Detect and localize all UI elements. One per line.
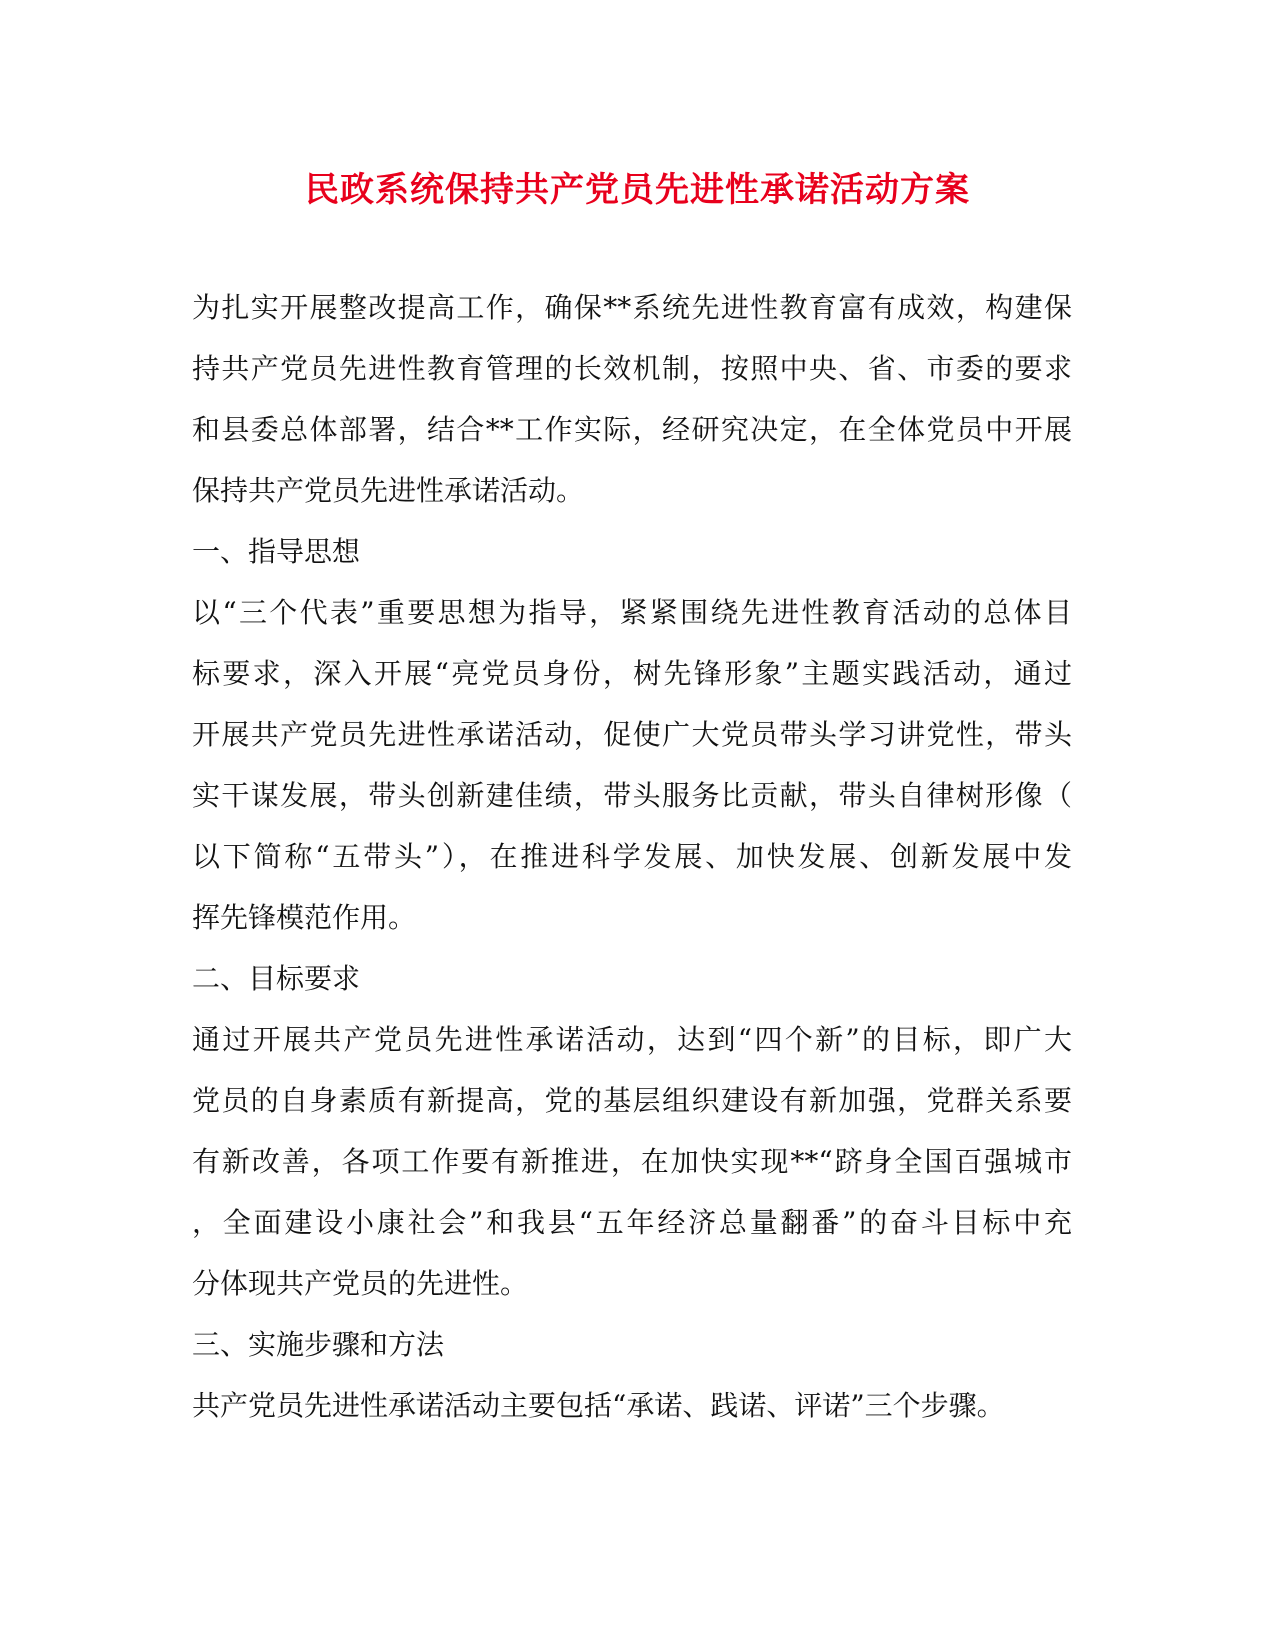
body-line: 党员的自身素质有新提高，党的基层组织建设有新加强，党群关系要 bbox=[192, 1084, 1072, 1117]
body-line: 通过开展共产党员先进性承诺活动，达到“四个新”的目标，即广大 bbox=[192, 1023, 1072, 1056]
body-line: 和县委总体部署，结合**工作实际，经研究决定，在全体党员中开展 bbox=[192, 413, 1072, 446]
body-line: 实干谋发展，带头创新建佳绩，带头服务比贡献，带头自律树形像（ bbox=[192, 779, 1072, 812]
body-line: 共产党员先进性承诺活动主要包括“承诺、践诺、评诺”三个步骤。 bbox=[192, 1389, 1005, 1422]
body-line: ，全面建设小康社会”和我县“五年经济总量翻番”的奋斗目标中充 bbox=[192, 1206, 1072, 1239]
body-line: 分体现共产党员的先进性。 bbox=[192, 1267, 529, 1300]
body-line: 开展共产党员先进性承诺活动，促使广大党员带头学习讲党性，带头 bbox=[192, 718, 1072, 751]
section-heading: 三、实施步骤和方法 bbox=[192, 1328, 445, 1361]
body-line: 保持共产党员先进性承诺活动。 bbox=[192, 474, 585, 507]
document-title: 民政系统保持共产党员先进性承诺活动方案 bbox=[305, 170, 970, 210]
body-line: 标要求，深入开展“亮党员身份，树先锋形象”主题实践活动，通过 bbox=[192, 657, 1072, 690]
section-heading: 一、指导思想 bbox=[192, 535, 361, 568]
document-body bbox=[192, 277, 1072, 1436]
body-line: 以“三个代表”重要思想为指导，紧紧围绕先进性教育活动的总体目 bbox=[192, 596, 1072, 629]
body-line: 以下简称“五带头”），在推进科学发展、加快发展、创新发展中发 bbox=[192, 840, 1072, 873]
body-line: 有新改善，各项工作要有新推进，在加快实现**“跻身全国百强城市 bbox=[192, 1145, 1072, 1178]
body-line: 挥先锋模范作用。 bbox=[192, 901, 417, 934]
body-line: 持共产党员先进性教育管理的长效机制，按照中央、省、市委的要求 bbox=[192, 352, 1072, 385]
section-heading: 二、目标要求 bbox=[192, 962, 361, 995]
body-line: 为扎实开展整改提高工作，确保**系统先进性教育富有成效，构建保 bbox=[192, 291, 1072, 324]
